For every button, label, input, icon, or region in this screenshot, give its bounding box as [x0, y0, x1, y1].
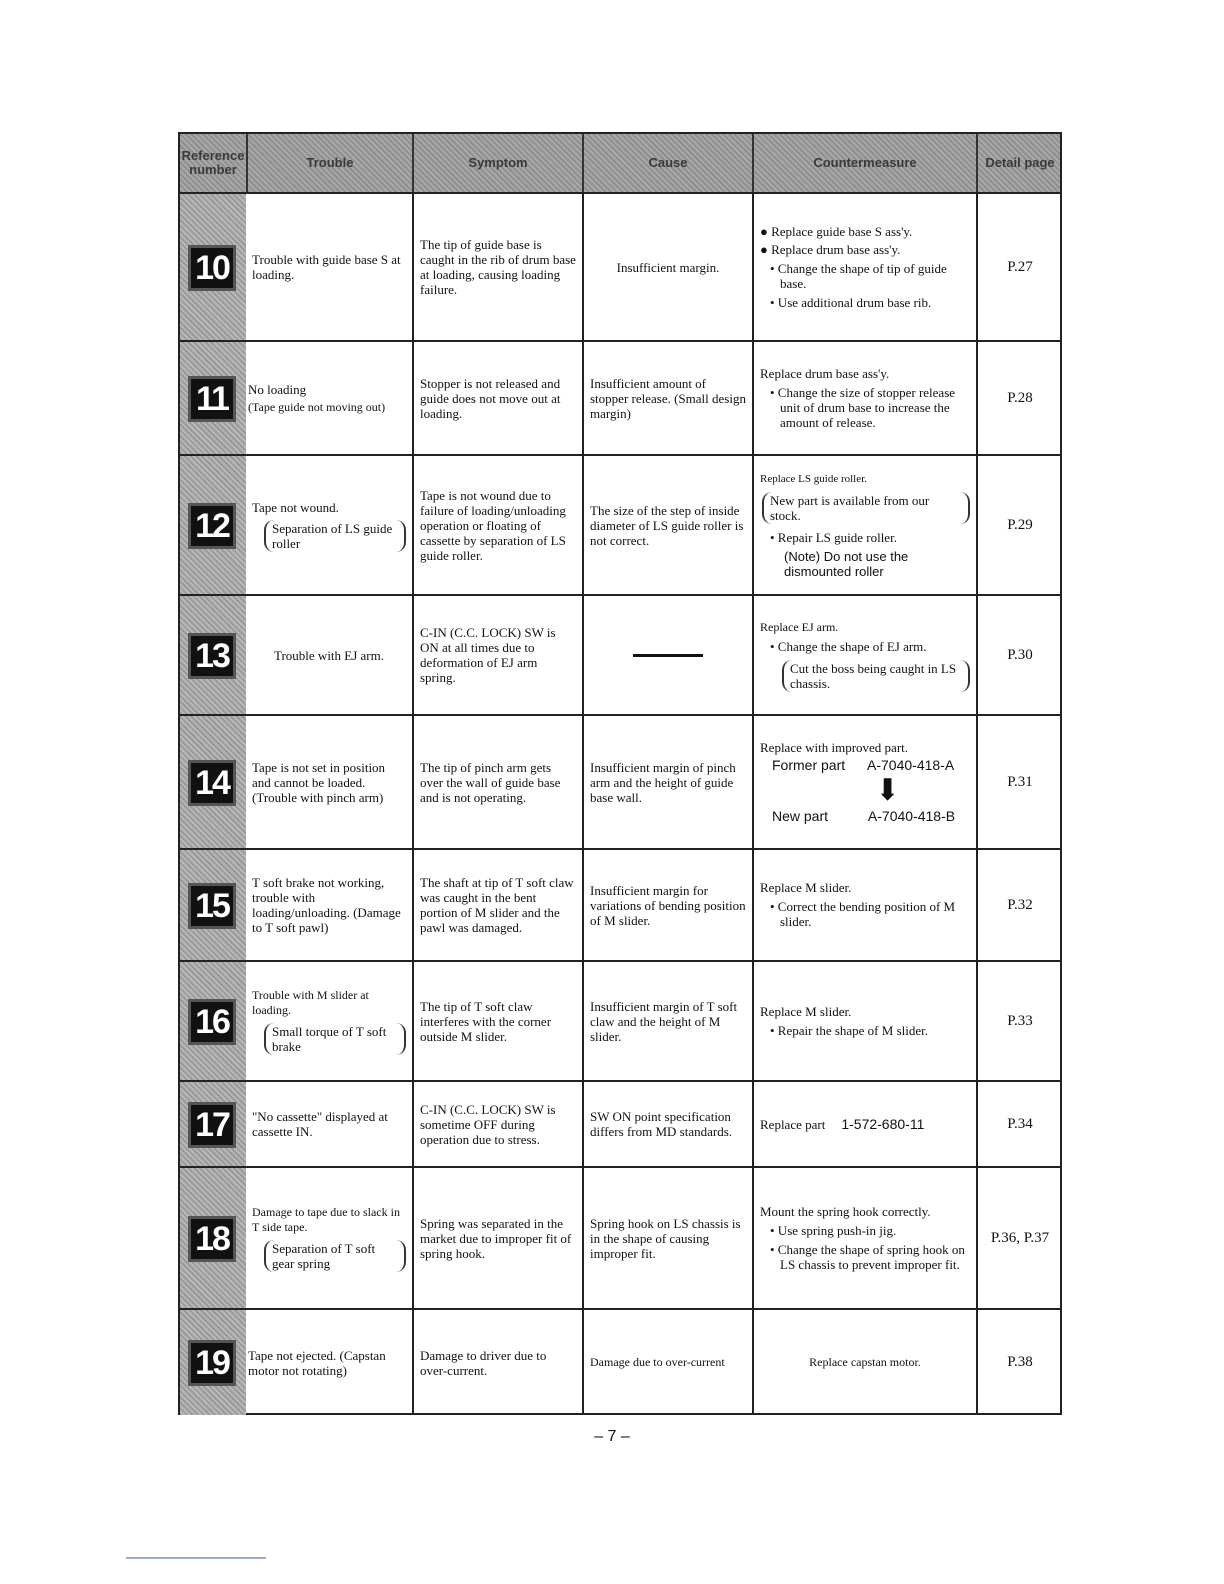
- symptom-cell: Spring was separated in the market due to improper fit of spring hook.: [420, 1215, 572, 1261]
- row-number-badge: 15: [188, 883, 236, 929]
- row-number-badge: 10: [188, 245, 236, 291]
- page-reference: P.33: [1007, 1012, 1033, 1029]
- header-cause: Cause: [648, 155, 688, 170]
- footer-rule: [126, 1557, 266, 1559]
- page-number: – 7 –: [594, 1428, 630, 1445]
- cause-cell: Damage due to over-current: [590, 1355, 725, 1369]
- row-number-badge: 17: [188, 1102, 236, 1148]
- countermeasure-cell: Replace drum base ass'y. • Change the size of stopper release unit of drum base to increase the amount of release.: [754, 342, 976, 454]
- troubleshooting-table: [178, 132, 1062, 1415]
- counter-bullet: • Change the shape of EJ arm.: [770, 638, 927, 654]
- counter-bullet: • Change the size of stopper release unit of drum base to increase the amount of release.: [770, 384, 956, 430]
- header-countermeasure: Countermeasure: [813, 155, 917, 170]
- symptom-cell: The shaft at tip of T soft claw was caught in the bent portion of M slider and the pawl was damaged.: [420, 875, 574, 935]
- row-number-badge: 14: [188, 760, 236, 806]
- trouble-cell: "No cassette" displayed at cassette IN.: [252, 1109, 388, 1139]
- row-number-badge: 16: [188, 999, 236, 1045]
- table-row: [180, 716, 1060, 850]
- dash-mark: [633, 654, 703, 657]
- cause-cell: [584, 596, 752, 714]
- row-number-badge: 18: [188, 1216, 236, 1262]
- countermeasure-cell: Mount the spring hook correctly. • Use spring push-in jig. • Change the shape of spring hook on LS chassis to prevent improper fit.: [754, 1168, 976, 1308]
- header-no: Reference number: [181, 148, 245, 177]
- trouble-cell: Tape not ejected. (Capstan motor not rotating): [248, 1347, 386, 1378]
- table-row: [180, 342, 1060, 456]
- symptom-cell: The tip of pinch arm gets over the wall of guide base and is not operating.: [420, 759, 561, 805]
- header-page: Detail page: [985, 155, 1055, 170]
- trouble-cell: Tape not wound. Separation of LS guide roller: [246, 456, 412, 594]
- cause-cell: Insufficient amount of stopper release. (Small design margin): [590, 375, 746, 421]
- counter-line: ● Replace guide base S ass'y.: [760, 223, 913, 239]
- countermeasure-cell: Replace part 1-572-680-11: [760, 1115, 925, 1132]
- countermeasure-cell: Replace capstan motor.: [809, 1355, 921, 1369]
- table-row: [180, 194, 1060, 342]
- counter-bullet: • Change the shape of tip of guide base.: [770, 260, 947, 291]
- symptom-cell: The tip of guide base is caught in the rib of drum base at loading, causing loading failure.: [420, 237, 576, 297]
- table-row: [180, 1168, 1060, 1310]
- counter-bullet: • Correct the bending position of M slider.: [770, 899, 956, 929]
- new-part-label: New part: [772, 808, 829, 824]
- symptom-cell: Stopper is not released and guide does not move out at loading.: [420, 375, 561, 421]
- row-number-badge: 11: [188, 376, 236, 422]
- table-row: [180, 1082, 1060, 1168]
- down-arrow-icon: ⬇: [874, 774, 901, 807]
- new-part-number: A-7040-418-B: [867, 808, 956, 824]
- page-reference: P.31: [1007, 773, 1033, 790]
- trouble-cell: Tape is not set in position and cannot be loaded. (Trouble with pinch arm): [252, 759, 386, 805]
- header-trouble: Trouble: [306, 155, 354, 170]
- table-row: [180, 1310, 1060, 1415]
- countermeasure-cell: Replace M slider. • Repair the shape of M slider.: [760, 1003, 928, 1038]
- cause-cell: Insufficient margin.: [616, 259, 720, 275]
- trouble-cell: Trouble with M slider at loading. Small torque of T soft brake: [246, 962, 412, 1080]
- counter-bullet: • Use additional drum base rib.: [770, 294, 932, 310]
- counter-bullet: • Repair the shape of M slider.: [770, 1022, 928, 1038]
- page-reference: P.29: [1007, 516, 1033, 533]
- symptom-cell: Tape is not wound due to failure of loading/unloading operation or floating of cassette by separation of LS guide roller.: [420, 487, 566, 563]
- page-reference: P.36, P.37: [990, 1229, 1050, 1246]
- trouble-cell: Trouble with EJ arm.: [273, 647, 385, 663]
- page-reference: P.38: [1007, 1354, 1033, 1370]
- countermeasure-cell: [754, 194, 976, 340]
- row-number-badge: 19: [188, 1340, 236, 1386]
- header-symptom: Symptom: [468, 155, 528, 170]
- table-row: [180, 962, 1060, 1082]
- table-header: [180, 134, 1060, 194]
- countermeasure-cell: Replace EJ arm. • Change the shape of EJ arm. Cut the boss being caught in LS chassis.: [754, 596, 976, 714]
- symptom-cell: C-IN (C.C. LOCK) SW is sometime OFF during operation due to stress.: [420, 1101, 556, 1147]
- table-row: [180, 456, 1060, 596]
- counter-bullet: • Change the shape of spring hook on LS chassis to prevent improper fit.: [770, 1241, 965, 1272]
- symptom-cell: Damage to driver due to over-current.: [420, 1347, 547, 1378]
- page-reference: P.34: [1007, 1115, 1033, 1132]
- page-reference: P.27: [1007, 258, 1033, 275]
- countermeasure-cell: Replace M slider. • Correct the bending position of M slider.: [754, 850, 976, 960]
- cause-cell: Insufficient margin of T soft claw and the height of M slider.: [590, 998, 738, 1044]
- counter-bullet: • Repair LS guide roller.: [770, 529, 897, 545]
- cause-cell: Spring hook on LS chassis is in the shape of causing improper fit.: [590, 1215, 741, 1261]
- symptom-cell: C-IN (C.C. LOCK) SW is ON at all times due to deformation of EJ arm spring.: [420, 625, 556, 685]
- cause-cell: Insufficient margin for variations of bending position of M slider.: [590, 882, 746, 928]
- former-part-number: A-7040-418-A: [867, 757, 955, 773]
- part-number: 1-572-680-11: [841, 1115, 925, 1132]
- trouble-cell: No loading (Tape guide not moving out): [248, 381, 386, 414]
- former-part-label: Former part: [772, 757, 846, 773]
- page-reference: P.30: [1007, 646, 1033, 663]
- trouble-cell: T soft brake not working, trouble with loading/unloading. (Damage to T soft pawl): [252, 875, 401, 935]
- row-number-badge: 12: [188, 503, 236, 549]
- symptom-cell: The tip of T soft claw interferes with the corner outside M slider.: [420, 998, 552, 1044]
- cause-cell: Insufficient margin of pinch arm and the height of guide base wall.: [590, 759, 736, 805]
- countermeasure-cell: Replace LS guide roller. New part is available from our stock. • Repair LS guide roller. (Note) Do not use the dismounted roller: [754, 456, 976, 594]
- page-reference: P.32: [1007, 896, 1033, 913]
- countermeasure-cell: Replace with improved part. Former part A-7040-418-A ⬇ New part A-7040-418-B: [760, 740, 956, 824]
- counter-note: (Note) Do not use the dismounted roller: [784, 548, 909, 579]
- row-number-badge: 13: [188, 633, 236, 679]
- trouble-cell: Damage to tape due to slack in T side tape. Separation of T soft gear spring: [246, 1168, 412, 1308]
- table-row: [180, 596, 1060, 716]
- cause-cell: SW ON point specification differs from MD standards.: [590, 1109, 733, 1139]
- table-row: [180, 850, 1060, 962]
- cause-cell: The size of the step of inside diameter of LS guide roller is not correct.: [590, 502, 744, 548]
- trouble-cell: Trouble with guide base S at loading.: [252, 252, 401, 282]
- counter-bullet: • Use spring push-in jig.: [770, 1222, 897, 1238]
- counter-line: ● Replace drum base ass'y.: [760, 241, 901, 257]
- page-reference: P.28: [1007, 389, 1033, 406]
